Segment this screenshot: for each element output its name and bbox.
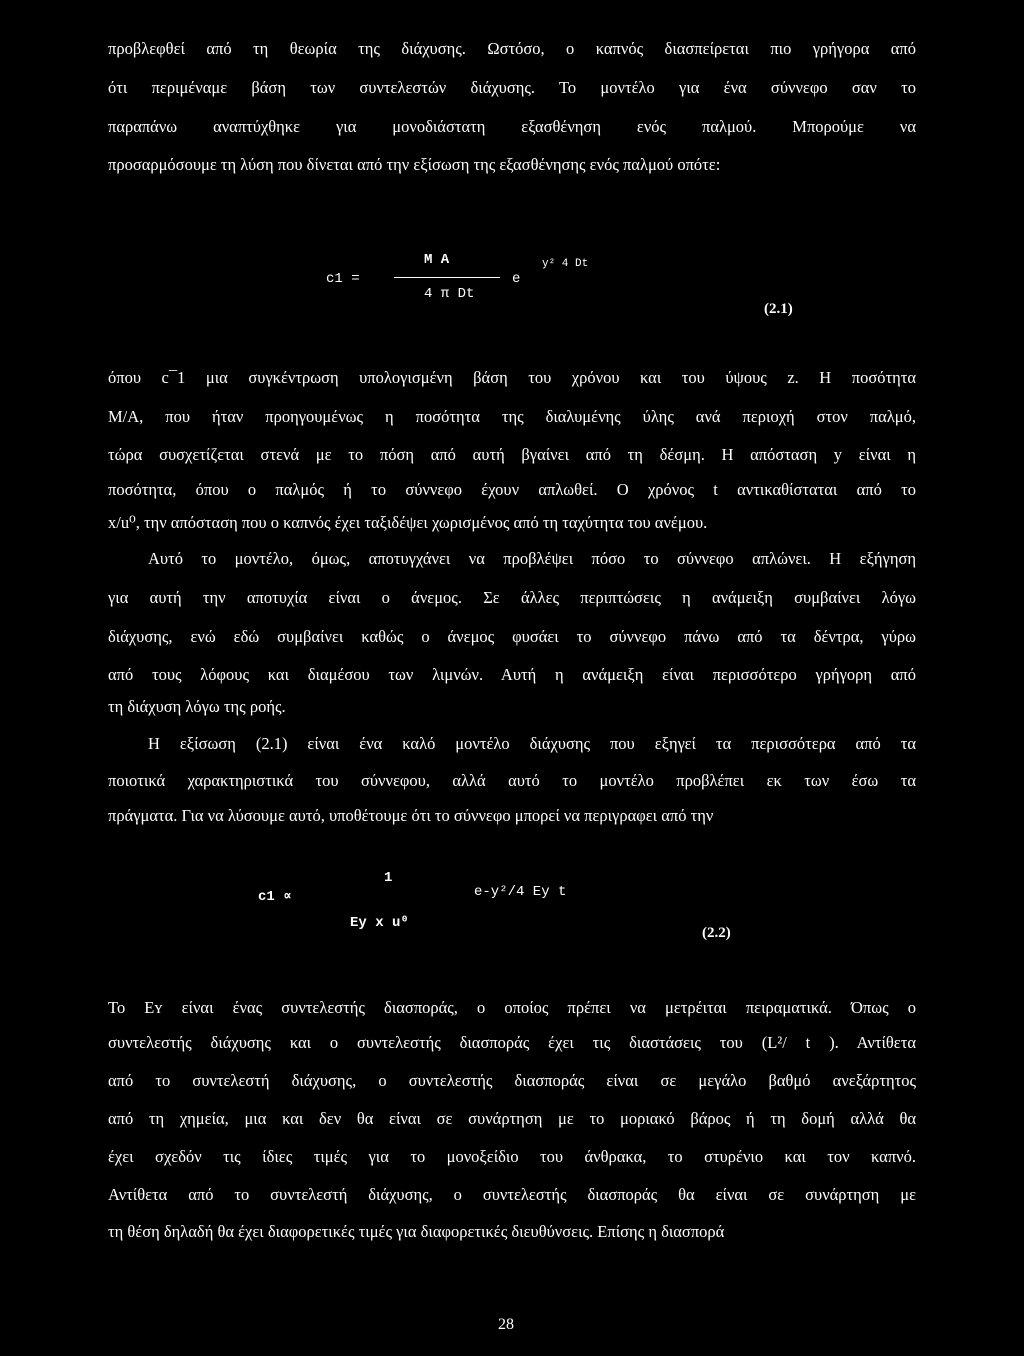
text-line: από τους λόφους και διαμέσου των λιμνών. Αυτή η ανάμειξη είναι περισσότερο γρήγορη από (108, 665, 916, 684)
equation-lhs: c1 ∝ (258, 889, 292, 905)
text-line: διάχυσης, ενώ εδώ συμβαίνει καθώς ο άνεμος φυσάει το σύννεφο πάνω από τα δέντρα, γύρω (108, 627, 916, 646)
text-line: Αυτό το μοντέλο, όμως, αποτυγχάνει να προβλέψει πόσο το σύννεφο απλώνει. Η εξήγηση (148, 549, 916, 568)
text-line: έχει σχεδόν τις ίδιες τιμές για το μονοξείδιο του άνθρακα, το στυρένιο και τον καπνό. (108, 1147, 916, 1166)
text-line: συντελεστής διάχυσης και ο συντελεστής διασποράς έχει τις διαστάσεις του (L²/ t ). Αντίθετα (108, 1033, 916, 1052)
equation-number: (2.2) (702, 925, 731, 941)
text-line: Το Eʏ είναι ένας συντελεστής διασποράς, ο οποίος πρέπει να μετρέιται πειραματικά. Όπως ο (108, 998, 916, 1017)
equation-lhs: c1 = (326, 271, 360, 287)
text-line: τώρα συσχετίζεται στενά με το πόση από αυτή βγαίνει από τη δέσμη. Η απόσταση y είναι η (108, 445, 916, 464)
text-line: όπου c¯1 μια συγκέντρωση υπολογισμένη βάση του χρόνου και του ύψους z. Η ποσότητα (108, 368, 916, 387)
text-line: παραπάνω αναπτύχθηκε για μονοδιάστατη εξασθένηση ενός παλμού. Μπορούμε να (108, 117, 916, 136)
equation-numerator: 1 (384, 870, 393, 886)
text-line: Η εξίσωση (2.1) είναι ένα καλό μοντέλο διάχυσης που εξηγεί τα περισσότερα από τα (148, 734, 916, 753)
text-line: προβλεφθεί από τη θεωρία της διάχυσης. Ωστόσο, ο καπνός διασπείρεται πιο γρήγορα από (108, 39, 916, 58)
text-line: Αντίθετα από το συντελεστή διάχυσης, ο συντελεστής διασποράς θα είναι σε συνάρτηση με (108, 1185, 916, 1204)
page-number: 28 (498, 1316, 514, 1333)
text-line: από το συντελεστή διάχυσης, ο συντελεστής διασποράς είναι σε μεγάλο βαθμό ανεξάρτητος (108, 1071, 916, 1090)
text-line: προσαρμόσουμε τη λύση που δίνεται από την εξίσωση της εξασθένησης ενός παλμού οπότε: (108, 155, 721, 174)
text-line: ποιοτικά χαρακτηριστικά του σύννεφου, αλλά αυτό το μοντέλο προβλέπει εκ των έσω τα (108, 771, 916, 790)
equation-exponential: e-y²/4 Ey t (474, 884, 567, 900)
equation-exp-base: e (512, 271, 521, 287)
text-line: από τη χημεία, μια και δεν θα είναι σε συνάρτηση με το μοριακό βάρος ή τη δομή αλλά θα (108, 1109, 916, 1128)
equation-numerator: M A (424, 252, 450, 268)
text-line: πράγματα. Για να λύσουμε αυτό, υποθέτουμε ότι το σύννεφο μπορεί να περιγραφει από την (108, 806, 714, 825)
text-line: x/u⁰, την απόσταση που ο καπνός έχει ταξιδέψει χωρισμένος από τη ταχύτητα του ανέμου. (108, 513, 708, 532)
equation-number: (2.1) (764, 301, 793, 317)
text-line: για αυτή την αποτυχία είναι ο άνεμος. Σε άλλες περιπτώσεις η ανάμειξη συμβαίνει λόγω (108, 588, 916, 607)
equation-denominator: Ey x u⁰ (350, 915, 409, 931)
text-line: Μ/Α, που ήταν προηγουμένως η ποσότητα της διαλυμένης ύλης ανά περιοχή στον παλμό, (108, 407, 916, 426)
fraction-bar (394, 277, 500, 278)
equation-exponent: y² 4 Dt (542, 258, 589, 270)
equation-denominator: 4 π Dt (424, 286, 475, 302)
text-line: ότι περιμέναμε βάση των συντελεστών διάχυσης. Το μοντέλο για ένα σύννεφο σαν το (108, 78, 916, 97)
text-line: τη διάχυση λόγω της ροής. (108, 697, 286, 716)
text-line: ποσότητα, όπου ο παλμός ή το σύννεφο έχουν απλωθεί. Ο χρόνος t αντικαθίσταται από το (108, 480, 916, 499)
text-line: τη θέση δηλαδή θα έχει διαφορετικές τιμές για διαφορετικές διευθύνσεις. Επίσης η διασπορά (108, 1222, 725, 1241)
